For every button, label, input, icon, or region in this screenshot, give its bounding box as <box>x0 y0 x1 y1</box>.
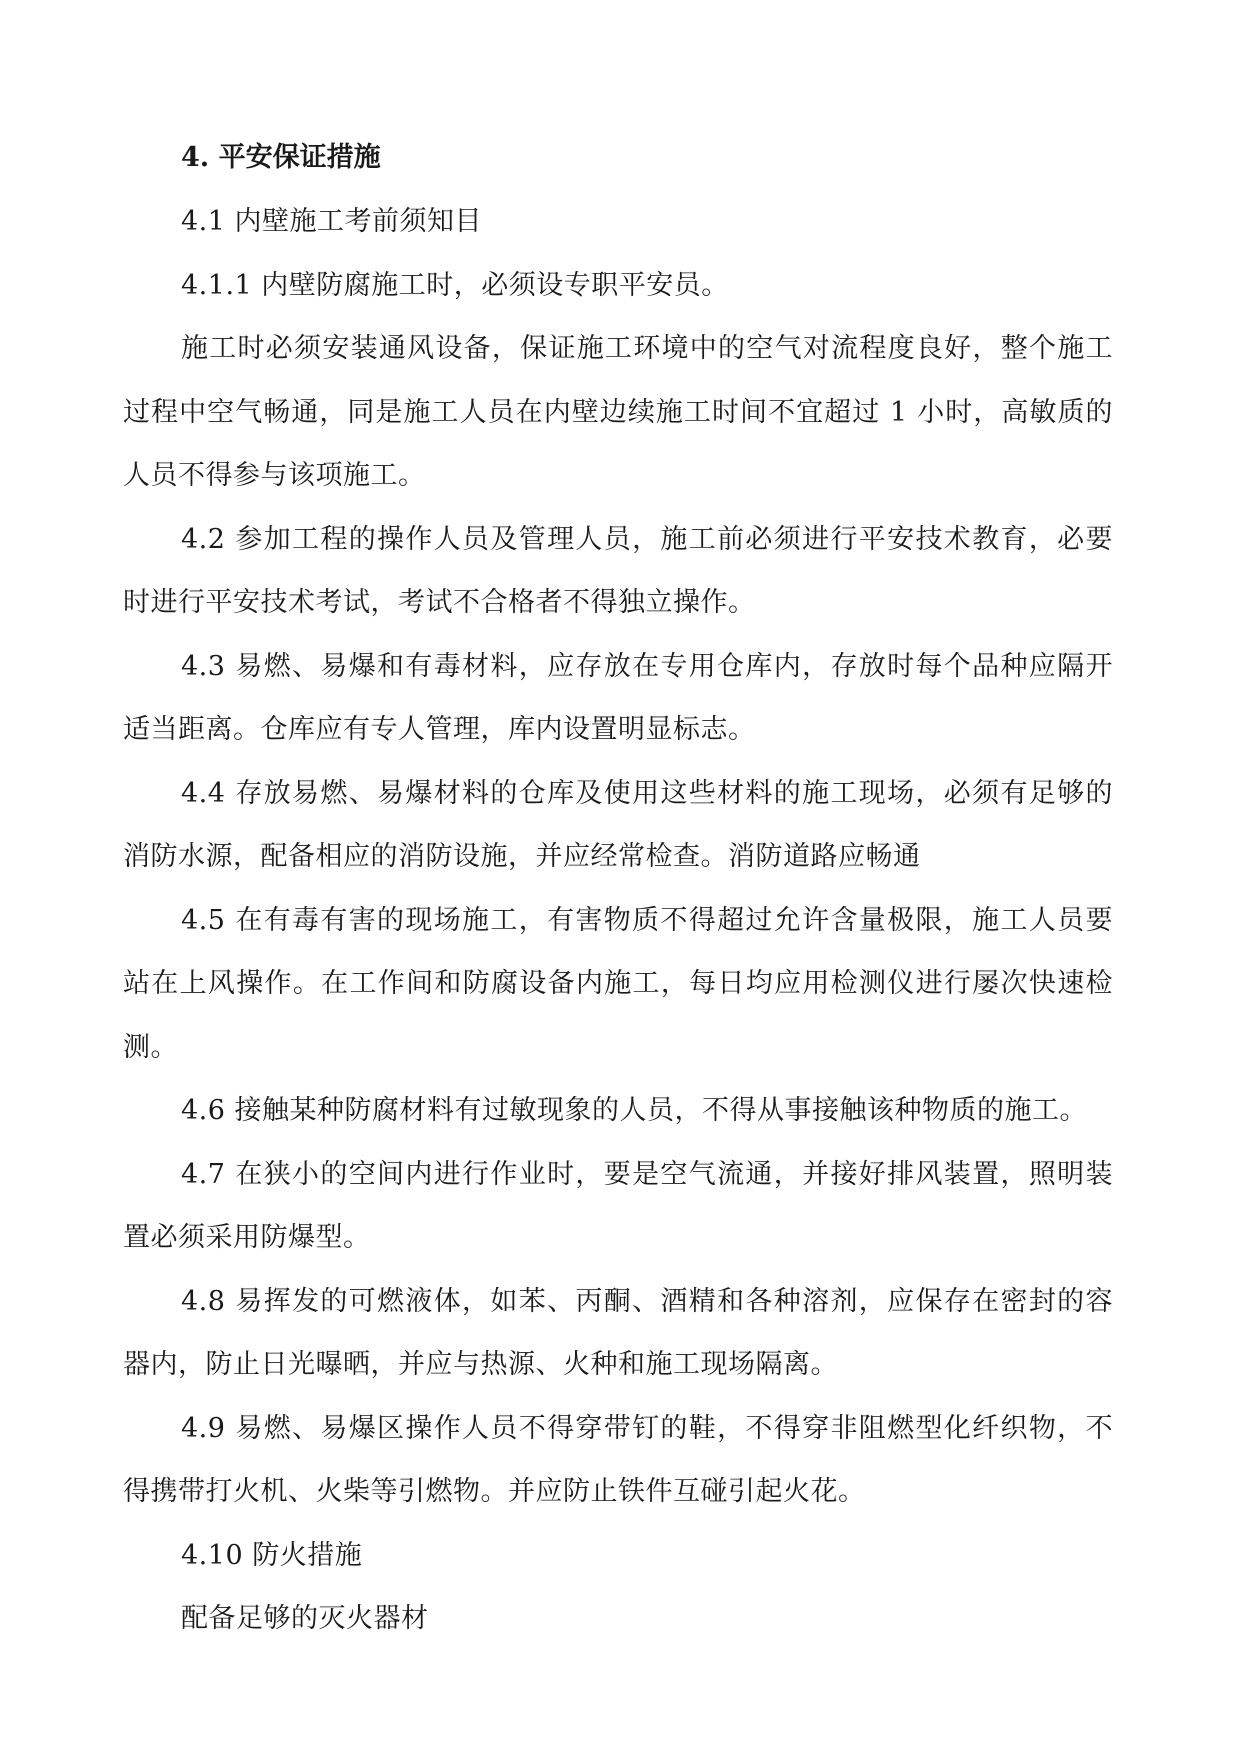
paragraph-4-1-1: 4.1.1 内壁防腐施工时，必须设专职平安员。 <box>181 269 729 301</box>
paragraph-4-6: 4.6 接触某种防腐材料有过敏现象的人员，不得从事接触该种物质的施工。 <box>181 1095 1088 1126</box>
paragraph-fire-equipment: 配备足够的灭火器材 <box>181 1603 429 1634</box>
document-content <box>123 126 1113 1651</box>
paragraph-4-9: 4.9 易燃、易爆区操作人员不得穿带钉的鞋，不得穿非阻燃型化纤织物，不得携带打火机、火柴等引燃物。并应防止铁件互碰引起火花。 <box>123 1412 1113 1507</box>
paragraph-4-10: 4.10 防火措施 <box>181 1539 363 1571</box>
paragraph-4-5: 4.5 在有毒有害的现场施工，有害物质不得超过允许含量极限，施工人员要站在上风操作。在工作间和防腐设备内施工，每日均应用检测仪进行屡次快速检测。 <box>123 904 1113 1063</box>
paragraph-4-1: 4.1 内壁施工考前须知目 <box>181 206 483 237</box>
paragraph-4-7: 4.7 在狭小的空间内进行作业时，要是空气流通，并接好排风装置，照明装置必须采用防爆型。 <box>123 1158 1113 1253</box>
paragraph-4-4: 4.4 存放易燃、易爆材料的仓库及使用这些材料的施工现场，必须有足够的消防水源，配备相应的消防设施，并应经常检查。消防道路应畅通 <box>123 777 1113 872</box>
paragraph-4-8: 4.8 易挥发的可燃液体，如苯、丙酮、酒精和各种溶剂，应保存在密封的容器内，防止日光曝晒，并应与热源、火种和施工现场隔离。 <box>123 1285 1113 1380</box>
paragraph-4-2: 4.2 参加工程的操作人员及管理人员，施工前必须进行平安技术教育，必要时进行平安技术考试，考试不合格者不得独立操作。 <box>123 523 1113 618</box>
paragraph-4-3: 4.3 易燃、易爆和有毒材料，应存放在专用仓库内，存放时每个品种应隔开适当距离。仓库应有专人管理，库内设置明显标志。 <box>123 650 1113 745</box>
paragraph-ventilation: 施工时必须安装通风设备，保证施工环境中的空气对流程度良好，整个施工过程中空气畅通，同是施工人员在内壁边续施工时间不宜超过 1 小时，高敏质的人员不得参与该项施工。 <box>123 333 1113 491</box>
section-heading: 4. 平安保证措施 <box>181 142 381 173</box>
